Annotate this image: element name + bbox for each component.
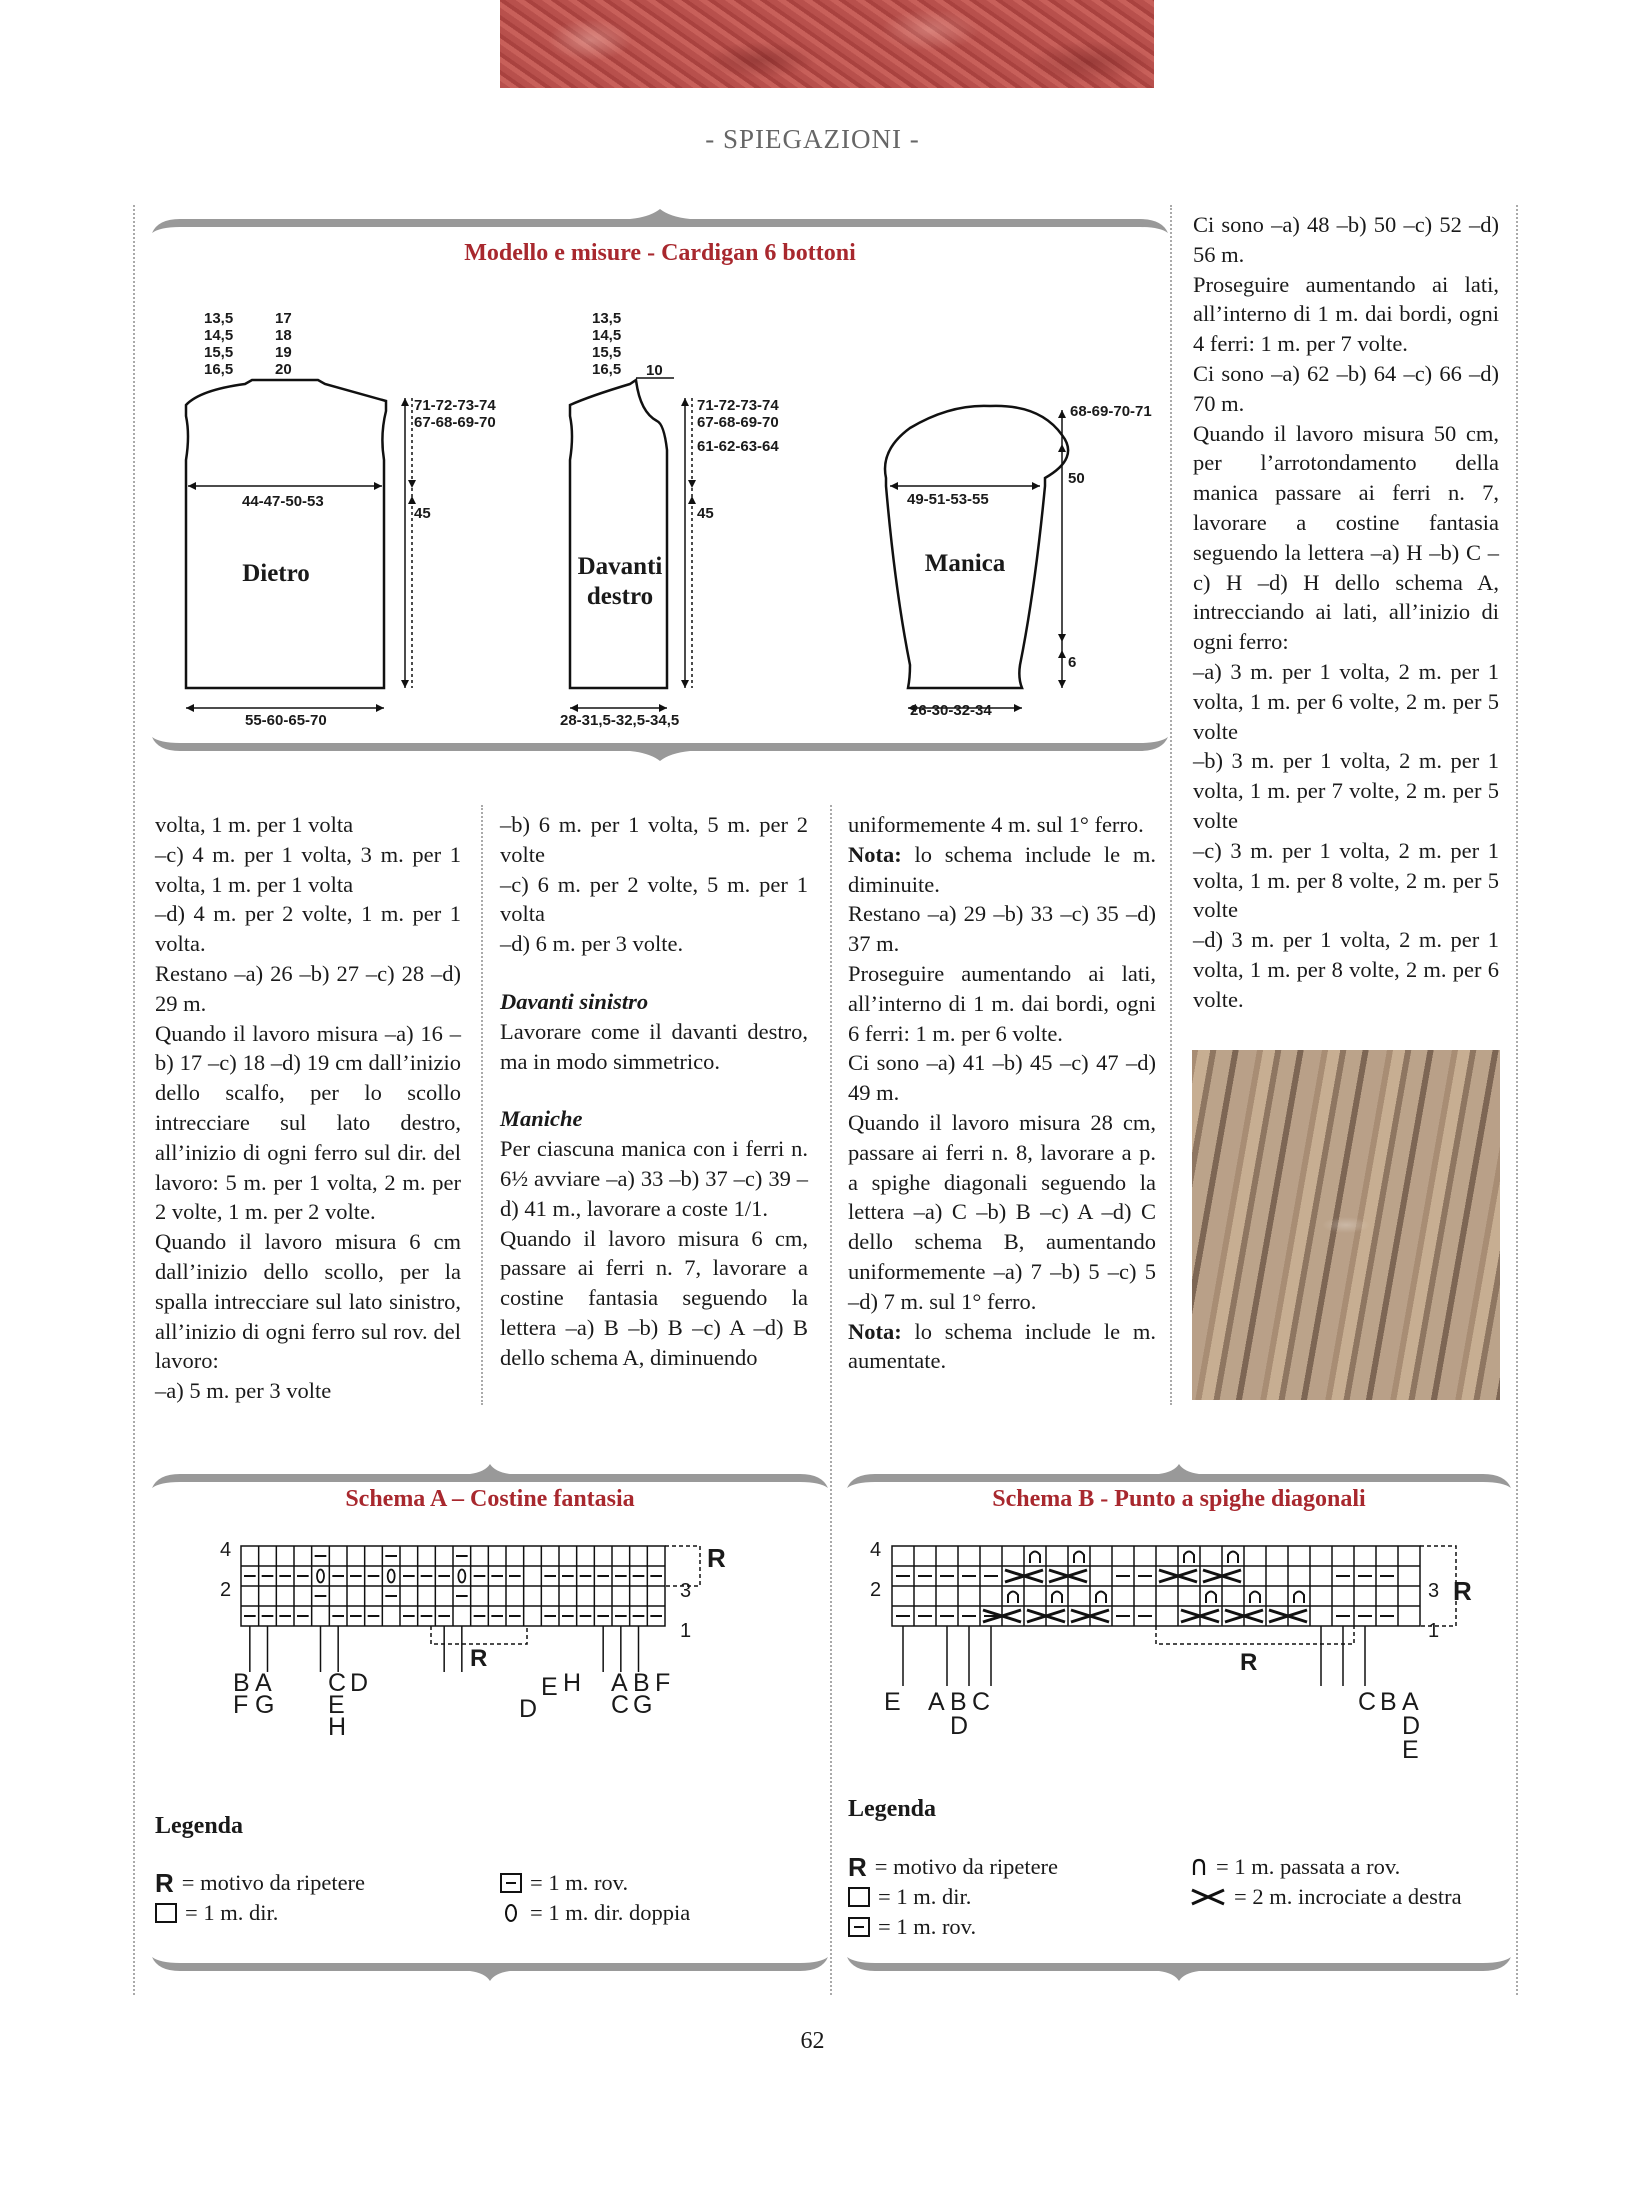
note-text: lo schema include le m. diminuite. [848,841,1156,897]
schema-a-repeat-right: R [707,1543,726,1573]
knit-stitch-symbol [155,1903,177,1923]
front-schematic [540,290,800,730]
panel-top-bar [150,205,1170,235]
letter: F [233,1691,249,1719]
schema-b-row-label-1: 1 [1428,1620,1440,1642]
text-column-1 [155,810,461,1406]
schema-a-row-label-3: 3 [680,1580,692,1602]
paragraph: –a) 5 m. per 3 volte [155,1378,332,1404]
paragraph: Quando il lavoro misura 6 cm dall’inizio dello scollo, per la spalla intrecciare sul lato sinistro, all’inizio di ogni ferro sul rov. del lavoro: [155,1229,461,1374]
letter: B [233,1669,250,1697]
size-text: 17 [275,310,292,327]
size-text: 18 [275,327,292,344]
paragraph: Proseguire aumentando ai lati, all’interno di 1 m. dai bordi, ogni 6 ferri: 1 m. per 6 volte. [848,960,1156,1046]
schema-a-legend-title: Legenda [155,1813,244,1839]
letter: C [328,1669,347,1697]
letter: D [950,1712,969,1740]
slip-mark [1250,1592,1260,1604]
letter: E [328,1691,345,1719]
letter: A [255,1669,272,1697]
schema-a-letters [233,1669,713,1762]
double-knit-mark [317,1570,324,1583]
slip-mark [1228,1552,1238,1564]
letter: D [350,1669,369,1697]
size-text: 14,5 [592,327,622,344]
letter: B [633,1669,650,1697]
letter: E [1402,1736,1419,1764]
schema-b-row-labels-left [870,1540,881,1600]
double-knit-mark [388,1570,395,1583]
back-armhole-height: 67-68-69-70 [414,414,496,431]
column-rule [133,205,135,1995]
repeat-symbol: R [848,1852,867,1882]
front-armhole-height: 67-68-69-70 [697,414,779,431]
column-rule [481,805,483,1405]
paragraph: –a) 3 m. per 1 volta, 2 m. per 1 volta, 1 m. per 6 volte, 2 m. per 5 volte [1193,658,1499,744]
front-name-line: destro [586,583,654,610]
size-text: 13,5 [592,310,622,327]
letter: F [655,1669,671,1697]
size-text: 15,5 [204,344,234,361]
legend-text: = 1 m. passata a rov. [1216,1854,1401,1879]
slip-stitch-icon [1190,1857,1208,1877]
legend-text: = 1 m. dir. doppia [530,1900,691,1925]
size-text: 16,5 [204,361,234,378]
column-rule [1170,205,1172,1405]
text-column-3 [848,810,1156,1376]
text-column-2 [500,810,808,1373]
row-label: 2 [870,1579,882,1601]
schema-a-title: Schema A – Costine fantasia [345,1486,635,1512]
back-bottom-width: 55-60-65-70 [245,712,327,729]
paragraph: –b) 6 m. per 1 volta, 5 m. per 2 volte [500,812,808,867]
row-label: 4 [870,1539,882,1561]
letter: E [541,1673,558,1701]
size-text: 14,5 [204,327,234,344]
row-label: 2 [220,1579,232,1601]
purl-stitch-symbol [500,1873,522,1893]
paragraph: volta, 1 m. per 1 volta [155,812,354,837]
paragraph: Restano –a) 26 –b) 27 –c) 28 –d) 29 m. [155,960,461,1016]
front-piece-name [560,552,680,612]
slip-mark [1206,1592,1216,1604]
front-bottom-width: 28-31,5-32,5-34,5 [560,712,680,729]
paragraph: uniformemente 4 m. sul 1° ferro. [848,812,1144,837]
paragraph: –d) 6 m. per 3 volte. [500,931,684,957]
top-yarn-photo [500,0,1154,88]
legend-text: = 1 m. dir. [185,1900,279,1925]
knit-stitch-symbol [848,1887,870,1907]
legend-item [155,1898,455,1928]
letter: D [1402,1712,1421,1740]
schema-a-bottom-bar [150,1955,830,1985]
paragraph: Ci sono –a) 62 –b) 64 –c) 66 –d) 70 m. [1193,360,1499,416]
schema-b-legend-title: Legenda [848,1796,937,1822]
slip-mark [1096,1592,1106,1604]
column-rule [1516,205,1518,1995]
paragraph: Proseguire aumentando ai lati, all’interno di 1 m. dai bordi, ogni 4 ferri: 1 m. per 7 volte. [1193,271,1499,357]
schema-a-row-label-1: 1 [680,1620,692,1642]
front-side-height: 45 [697,505,714,522]
repeat-symbol: R [155,1868,174,1898]
back-piece-name: Dietro [242,560,310,587]
paragraph: Lavorare come il davanti destro, ma in modo simmetrico. [500,1018,808,1074]
front-total-height: 71-72-73-74 [697,397,779,414]
slip-mark [1294,1592,1304,1604]
schema-a-repeat-bottom: R [470,1645,488,1672]
legend-item [848,1912,1168,1942]
paragraph: –b) 3 m. per 1 volta, 2 m. per 1 volta, 1 m. per 7 volte, 2 m. per 5 volte [1193,748,1499,833]
sleeve-cuff-height: 6 [1068,654,1077,671]
paragraph: Ci sono –a) 41 –b) 45 –c) 47 –d) 49 m. [848,1050,1156,1106]
subheading-left-front: Davanti sinistro [500,988,649,1014]
model-panel-title: Modello e misure - Cardigan 6 bottoni [464,240,856,266]
double-knit-mark [458,1570,465,1583]
sleeve-top-width: 49-51-53-55 [907,491,989,508]
paragraph: Ci sono –a) 48 –b) 50 –c) 52 –d) 56 m. [1193,212,1499,267]
schema-a-legend-left [155,1868,455,1928]
schema-a-legend-right [500,1868,820,1928]
legend-text: = 1 m. rov. [878,1914,977,1939]
paragraph: –d) 4 m. per 2 volte, 1 m. per 1 volta. [155,901,461,957]
letter: D [519,1695,538,1723]
schema-b-row-label-3: 3 [1428,1580,1440,1602]
legend-text: = 2 m. incrociate a destra [1234,1884,1462,1909]
letter: G [633,1691,653,1719]
purl-stitch-symbol [848,1917,870,1937]
size-text: 20 [275,361,292,378]
front-shoulder-sizes [592,310,621,378]
note-text: lo schema include le m. aumentate. [848,1318,1156,1374]
legend-item [1190,1852,1510,1882]
schema-b-bottom-bar [845,1955,1513,1985]
schema-b-title: Schema B - Punto a spighe diagonali [992,1486,1366,1512]
size-text: 15,5 [592,344,622,361]
sleeve-piece-name: Manica [924,550,1006,577]
sleeve-cap-height: 50 [1068,470,1085,487]
legend-text: = 1 m. dir. [878,1884,972,1909]
letter: C [611,1691,630,1719]
letter: G [255,1691,275,1719]
sleeve-total-height: 68-69-70-71 [1070,403,1152,420]
size-text: 16,5 [592,361,622,378]
paragraph: Restano –a) 29 –b) 33 –c) 35 –d) 37 m. [848,901,1156,957]
note-label: Nota: [848,841,902,867]
back-chest-width: 44-47-50-53 [242,493,324,510]
letter: H [563,1669,582,1697]
schema-b-repeat-bottom: R [1240,1649,1258,1676]
note-label: Nota: [848,1318,902,1344]
letter: C [1358,1688,1377,1716]
legend-item [500,1868,820,1898]
paragraph: Quando il lavoro misura 6 cm, passare ai ferri n. 7, lavorare a costine fantasia seguendo la lettera –a) B –b) B –c) A –d) B dello schema A, diminuendo [500,1225,808,1370]
size-text: 19 [275,344,292,361]
legend-item [848,1882,1168,1912]
schema-b-legend-left [848,1852,1168,1942]
note-paragraph [848,840,1156,900]
back-neck-sizes [275,310,292,378]
slip-mark [1052,1592,1062,1604]
letter: H [328,1713,347,1741]
letter: E [884,1688,901,1716]
letter: A [1402,1688,1419,1716]
slip-mark [1184,1552,1194,1564]
paragraph: –c) 4 m. per 1 volta, 3 m. per 1 volta, 1 m. per 1 volta [155,841,461,897]
size-text: 13,5 [204,310,234,327]
sleeve-bottom-width: 26-30-32-34 [910,702,992,719]
back-side-height: 45 [414,505,431,522]
letter: A [928,1688,945,1716]
legend-item [848,1852,1168,1882]
letter: B [1380,1688,1397,1716]
paragraph: Quando il lavoro misura 50 cm, per l’arrotondamento della manica passare ai ferri n. 7, lavorare a costine fantasia seguendo la lettera –a) H –b) C –c) H –d) H dello schema A, intrecciando ai lati, all’inizio di ogni ferro: [1193,420,1499,655]
back-shoulder-sizes [204,310,233,378]
legend-item [155,1868,455,1898]
paragraph: Quando il lavoro misura –a) 16 –b) 17 –c) 18 –d) 19 cm dall’inizio dello scalfo, per lo scollo intrecciare sul lato destro, all’inizio di ogni ferro sul dir. del lavoro: 5 m. per 1 volta, 2 m. per 2 volte, 1 m. per 2 volte. [155,1020,461,1225]
paragraph: –d) 3 m. per 1 volta, 2 m. per 1 volta, 1 m. per 8 volte, 2 m. per 6 volte. [1193,927,1499,1012]
panel-bottom-bar [150,735,1170,765]
paragraph: Quando il lavoro misura 28 cm, passare ai ferri n. 8, lavorare a p. a spighe diagonali seguendo la lettera –a) C –b) B –c) A –d) C dello schema B, aumentando uniformemente –a) 7 –b) 5 –c) 5 –d) 7 m. sul 1° ferro. [848,1109,1156,1314]
schema-b-letters [884,1690,1444,1790]
double-knit-icon [500,1902,522,1924]
knit-texture-photo [1192,1050,1500,1400]
legend-text: = motivo da ripetere [874,1854,1059,1879]
front-name-line: Davanti [577,553,663,580]
slip-mark [1074,1552,1084,1564]
row-label: 4 [220,1539,232,1561]
slip-mark [1030,1552,1040,1564]
letter: C [972,1688,991,1716]
page-number: 62 [800,2028,825,2054]
schema-b-legend-right [1190,1852,1510,1912]
front-neck-width: 10 [646,362,663,379]
letter: B [950,1688,967,1716]
schema-b-repeat-right: R [1453,1576,1472,1606]
letter: A [611,1669,628,1697]
legend-text: = 1 m. rov. [530,1870,629,1895]
note-paragraph [848,1317,1156,1377]
paragraph: Per ciascuna manica con i ferri n. 6½ avviare –a) 33 –b) 37 –c) 39 –d) 41 m., lavorare a coste 1/1. [500,1136,808,1221]
front-neck-height: 61-62-63-64 [697,438,779,455]
back-total-height: 71-72-73-74 [414,397,496,414]
subheading-sleeves: Maniche [500,1106,583,1132]
schema-a-row-labels-left [220,1540,231,1600]
legend-item [1190,1882,1510,1912]
paragraph: –c) 3 m. per 1 volta, 2 m. per 1 volta, 1 m. per 8 volte, 2 m. per 5 volte [1193,837,1499,923]
legend-item [500,1898,820,1928]
column-rule [830,805,832,1995]
cross-stitch-icon [1190,1887,1226,1907]
legend-text: = motivo da ripetere [181,1870,366,1895]
section-header: - SPIEGAZIONI - [705,124,920,154]
text-column-4 [1193,210,1499,1015]
slip-mark [1008,1592,1018,1604]
paragraph: –c) 6 m. per 2 volte, 5 m. per 1 volta [500,871,808,927]
